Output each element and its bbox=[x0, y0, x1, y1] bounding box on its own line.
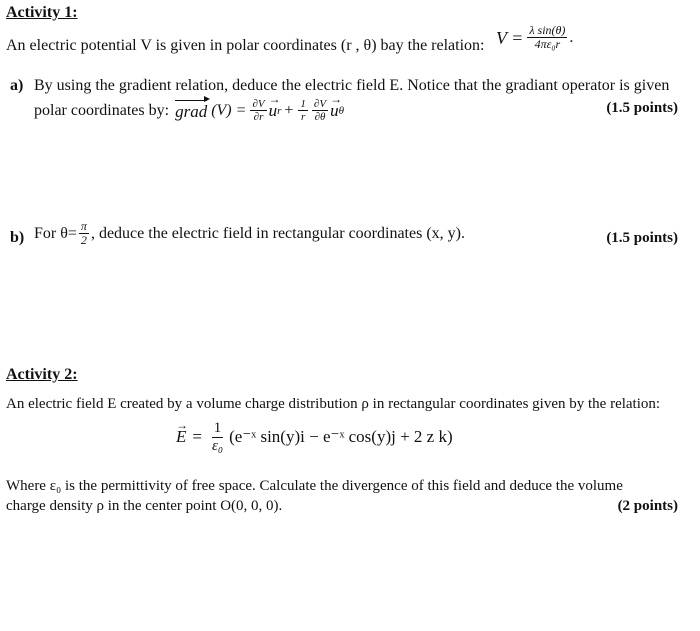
field-equation bbox=[176, 420, 453, 454]
grad-operator: grad bbox=[175, 101, 208, 121]
unit-vector-r-sub: r bbox=[277, 104, 282, 117]
pi-over-two bbox=[79, 220, 89, 247]
activity2-intro: An electric field E created by a volume charge distribution ρ in rectangular coordinates given by the relation: bbox=[6, 396, 661, 412]
unit-vector-r: → u bbox=[269, 101, 278, 121]
dv-dr-num: ∂V bbox=[252, 98, 265, 110]
dv-dtheta-fraction bbox=[312, 98, 328, 123]
one-over-eps-num: 1 bbox=[213, 420, 222, 436]
unit-vector-theta: → u bbox=[330, 101, 339, 121]
field-body: (e⁻ˣ sin(y)i − e⁻ˣ cos(y)j + 2 z k) bbox=[229, 427, 453, 446]
plus-sign: + bbox=[284, 101, 294, 119]
activity2-title: Activity 2: bbox=[6, 366, 78, 383]
part-a-label: a) bbox=[10, 77, 24, 94]
one-over-r-fraction bbox=[298, 98, 308, 123]
activity2-points: (2 points) bbox=[617, 498, 678, 514]
dv-dtheta-num: ∂V bbox=[313, 98, 327, 110]
relation-tail: . bbox=[569, 28, 574, 46]
field-vector: → E bbox=[176, 427, 186, 447]
activity1-intro: An electric potential V is given in polar coordinates (r , θ) bay the relation: bbox=[6, 37, 485, 54]
one-over-r-den: r bbox=[301, 111, 306, 124]
one-over-eps bbox=[210, 420, 225, 454]
one-over-r-num: 1 bbox=[300, 98, 306, 110]
field-equals: = bbox=[192, 427, 202, 446]
potential-relation bbox=[496, 24, 573, 51]
part-b-pre: For θ= bbox=[34, 224, 77, 242]
relation-numerator: λ sin(θ) bbox=[529, 23, 566, 37]
activity1-title: Activity 1: bbox=[6, 4, 78, 21]
part-b-label: b) bbox=[10, 229, 25, 246]
where-line1: Where ε₀ is the permittivity of free space. Calculate the divergence of this field and deduce the volume bbox=[6, 478, 623, 494]
part-b-points: (1.5 points) bbox=[606, 230, 678, 246]
part-a-line2-prefix: polar coordinates by: bbox=[34, 101, 170, 119]
relation-denominator: 4πε₀r bbox=[534, 37, 561, 52]
part-a-line1: By using the gradient relation, deduce the electric field E. Notice that the gradiant operator is given bbox=[34, 77, 670, 94]
part-b-text bbox=[34, 220, 465, 247]
relation-lhs: V = bbox=[496, 27, 524, 48]
part-b-post: , deduce the electric field in rectangular coordinates (x, y). bbox=[90, 224, 465, 242]
part-a-line2 bbox=[34, 98, 344, 123]
where-line2: charge density ρ in the center point O(0, 0, 0). bbox=[6, 498, 283, 514]
dv-dr-fraction bbox=[250, 98, 266, 123]
part-a-points: (1.5 points) bbox=[606, 100, 678, 116]
unit-vector-theta-sub: θ bbox=[338, 104, 344, 117]
dv-dr-den: ∂r bbox=[253, 111, 264, 124]
pi-over-two-num: π bbox=[80, 219, 87, 233]
relation-fraction bbox=[527, 24, 567, 51]
dv-dtheta-den: ∂θ bbox=[314, 111, 326, 124]
grad-tail: (V) = bbox=[211, 101, 247, 119]
pi-over-two-den: 2 bbox=[80, 233, 87, 248]
one-over-eps-den: ε₀ bbox=[211, 437, 224, 454]
